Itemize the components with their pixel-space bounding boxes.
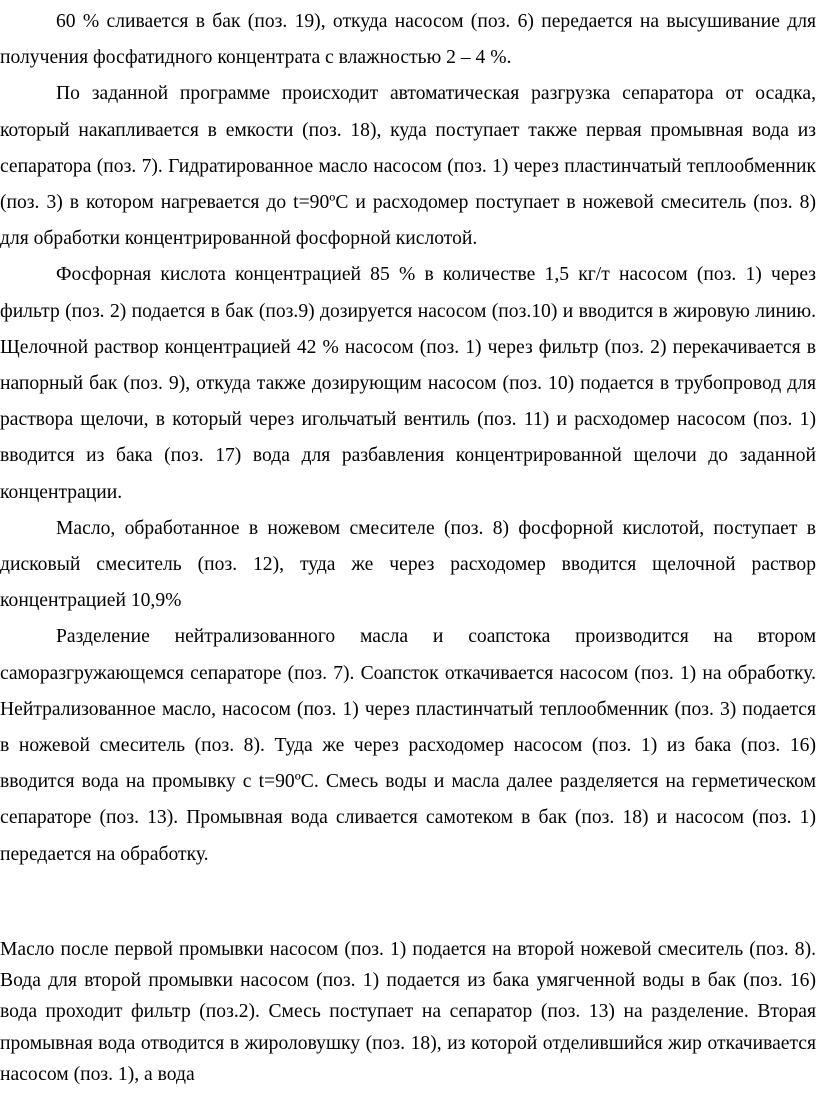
tail-text [0,934,816,1090]
paragraph-6: Масло после первой промывки насосом (поз. 1) подается на второй ножевой смеситель (поз. 8). Вода для второй промывки насосом (поз. 1) подается из бака умягченной воды в бак (поз. 16) вода проходит фильтр (поз.2). Смесь поступает на сепаратор (поз. 13) на разделение. Вторая промывная вода отводится в жироловушку (поз. 18), из которой отделившийся жир откачивается насосом (поз. 1), а вода [0,939,816,1085]
paragraph-4: Масло, обработанное в ножевом смесителе (поз. 8) фосфорной кислотой, поступает в дисковый смеситель (поз. 12), туда же через расходомер вводится щелочной раствор концентрацией 10,9% [0,517,816,612]
paragraph-1: 60 % сливается в бак (поз. 19), откуда насосом (поз. 6) передается на высушивание для получения фосфатидного концентрата с влажностью 2 – 4 %. [0,11,816,69]
paragraph-5: Разделение нейтрализованного масла и соапстока производится на втором саморазгружающемся сепараторе (поз. 7). Соапсток откачивается насосом (поз. 1) на обработку. Нейтрализованное масло, насосом (поз. 1) через пластинчатый теплообменник (поз. 3) подается в ножевой смеситель (поз. 8). Туда же через расходомер насосом (поз. 1) из бака (поз. 16) вводится вода на промывку с t=90ºС. Смесь воды и масла далее разделяется на герметическом сепараторе (поз. 13). Промывная вода сливается самотеком в бак (поз. 18) и насосом (поз. 1) передается на обработку. [0,626,816,865]
paragraph-3: Фосфорная кислота концентрацией 85 % в количестве 1,5 кг/т насосом (поз. 1) через фильтр (поз. 2) подается в бак (поз.9) дозируется насосом (поз.10) и вводится в жировую линию. Щелочной раствор концентрацией 42 % насосом (поз. 1) через фильтр (поз. 2) перекачивается в напорный бак (поз. 9), откуда также дозирующим насосом (поз. 10) подается в трубопровод для раствора щелочи, в который через игольчатый вентиль (поз. 11) и расходомер насосом (поз. 1) вводится из бака (поз. 17) вода для разбавления концентрированной щелочи до заданной концентрации. [0,264,816,503]
paragraph-2: По заданной программе происходит автоматическая разгрузка сепаратора от осадка, который накапливается в емкости (поз. 18), куда поступает также первая промывная вода из сепаратора (поз. 7). Гидратированное масло насосом (поз. 1) через пластинчатый теплообменник (поз. 3) в котором нагревается до t=90ºС и расходомер поступает в ножевой смеситель (поз. 8) для обработки концентрированной фосфорной кислотой. [0,83,816,250]
